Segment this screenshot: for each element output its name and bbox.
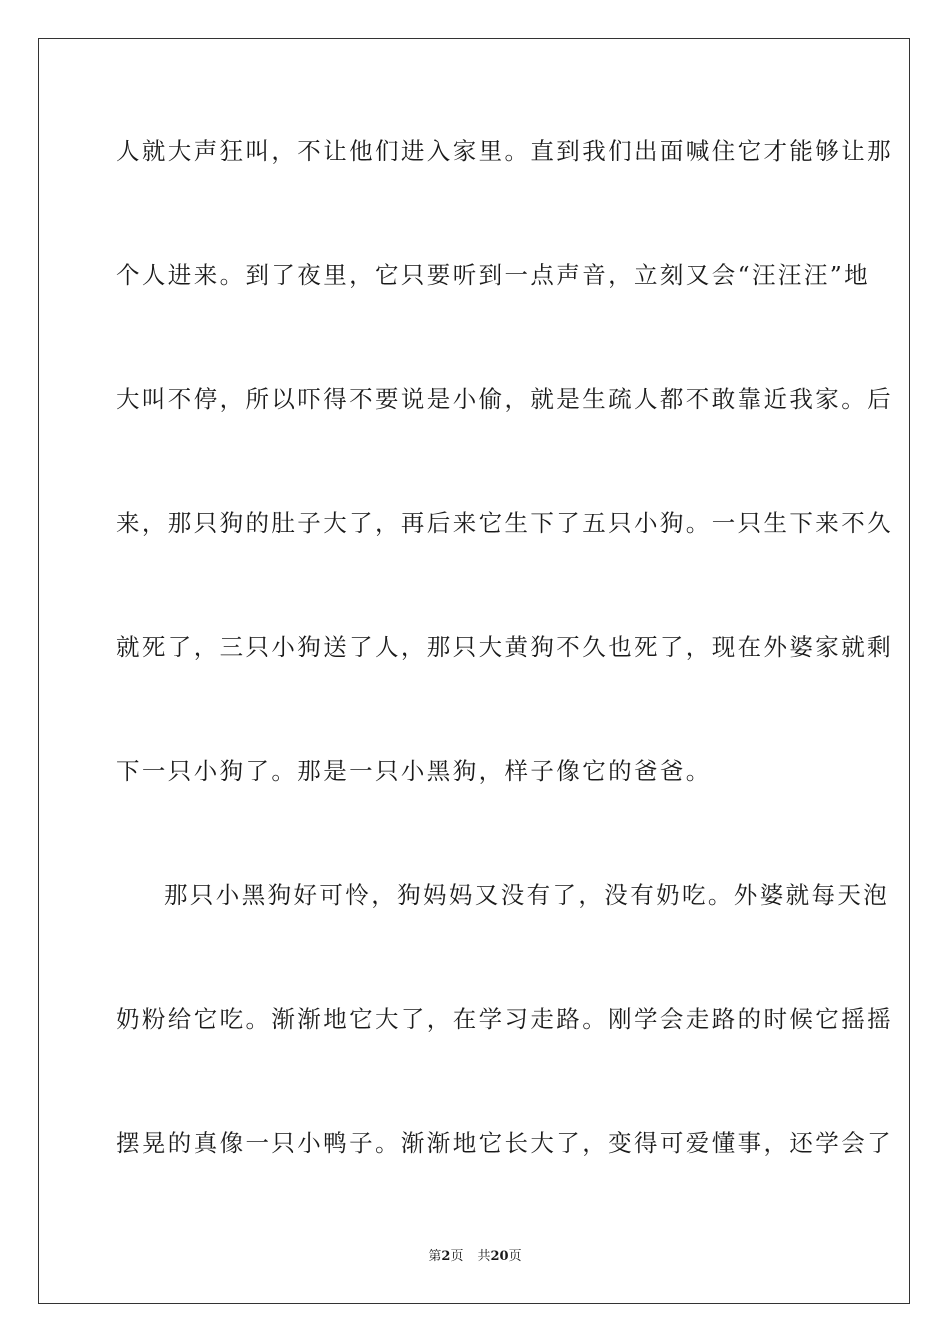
text-line: 那只小黑狗好可怜，狗妈妈又没有了，没有奶吃。外婆就每天泡 (164, 881, 890, 909)
page-footer (0, 1248, 950, 1266)
page-number: 第2页 (428, 1249, 464, 1264)
text-line: 奶粉给它吃。渐渐地它大了，在学习走路。刚学会走路的时候它摇摇 (116, 1005, 893, 1033)
page-border (38, 38, 910, 1304)
text-line: 就死了，三只小狗送了人，那只大黄狗不久也死了，现在外婆家就剩 (116, 633, 893, 661)
text-line: 来，那只狗的肚子大了，再后来它生下了五只小狗。一只生下来不久 (116, 509, 893, 537)
text-line: 下一只小狗了。那是一只小黑狗，样子像它的爸爸。 (116, 757, 712, 785)
text-line: 人就大声狂叫，不让他们进入家里。直到我们出面喊住它才能够让那 (116, 137, 893, 165)
text-line: 大叫不停，所以吓得不要说是小偷，就是生疏人都不敢靠近我家。后 (116, 385, 893, 413)
page-total: 共20页 (477, 1249, 522, 1264)
text-line: 个人进来。到了夜里，它只要听到一点声音，立刻又会“汪汪汪”地 (116, 261, 871, 289)
text-line: 摆晃的真像一只小鸭子。渐渐地它长大了，变得可爱懂事，还学会了 (116, 1129, 893, 1157)
